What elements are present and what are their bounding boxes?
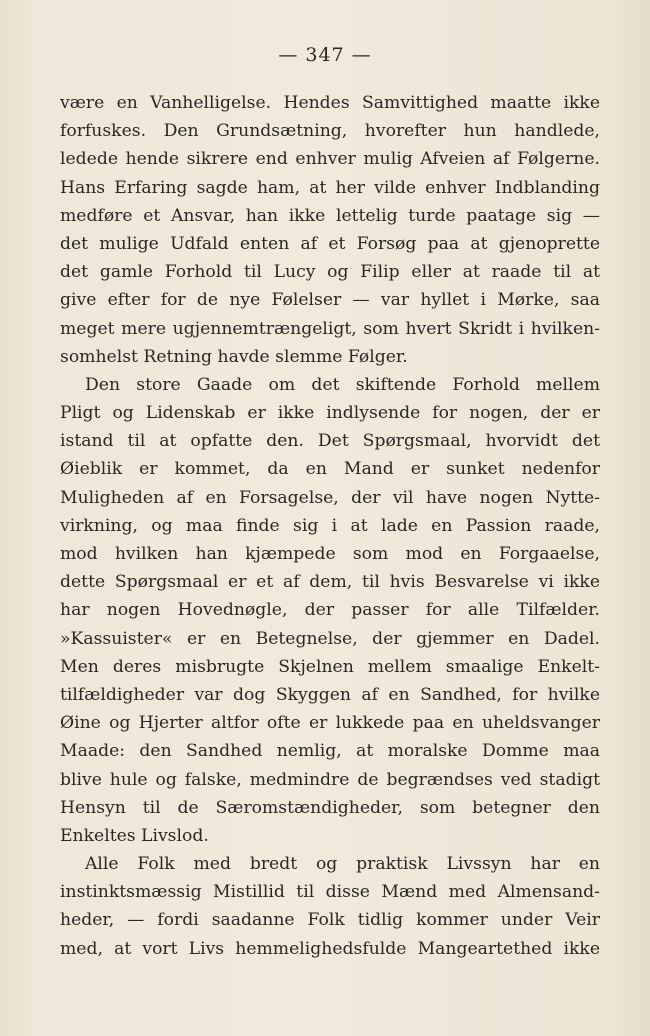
text-line: give efter for de nye Følelser — var hyllet i Mørke, saa — [60, 290, 600, 311]
page-number: — 347 — — [278, 44, 372, 66]
text-line: heder, — fordi saadanne Folk tidlig kommer under Veir — [60, 910, 600, 931]
text-line: somhelst Retning havde slemme Følger. — [60, 346, 408, 367]
body-text — [60, 89, 600, 963]
text-line: Øine og Hjerter altfor ofte er lukkede paa en uheldsvanger — [60, 713, 600, 734]
text-line: instinktsmæssig Mistillid til disse Mænd med Almensand- — [60, 882, 600, 903]
text-line: være en Vanhelligelse. Hendes Samvittighed maatte ikke — [60, 93, 600, 113]
paragraph — [60, 371, 600, 850]
text-line: Hensyn til de Særomstændigheder, som betegner den — [60, 797, 600, 818]
text-line: Maade: den Sandhed nemlig, at moralske Domme maa — [60, 741, 600, 762]
text-line: ledede hende sikrere end enhver mulig Afveien af Følgerne. — [60, 149, 600, 170]
paragraph — [60, 850, 600, 963]
text-line: har nogen Hovednøgle, der passer for alle Tilfælder. — [60, 600, 600, 621]
text-line: Muligheden af en Forsagelse, der vil have nogen Nytte- — [60, 487, 600, 508]
text-line: virkning, og maa finde sig i at lade en Passion raade, — [60, 515, 600, 536]
text-line: Hans Erfaring sagde ham, at her vilde enhver Indblanding — [60, 177, 600, 198]
text-line: Alle Folk med bredt og praktisk Livssyn har en — [85, 854, 600, 875]
text-line: blive hule og falske, medmindre de begrændses ved stadigt — [60, 769, 600, 790]
text-line: Pligt og Lidenskab er ikke indlysende for nogen, der er — [60, 403, 600, 424]
text-line: Øieblik er kommet, da en Mand er sunket nedenfor — [60, 459, 600, 480]
text-line: »Kassuister« er en Betegnelse, der gjemmer en Dadel. — [60, 628, 600, 649]
text-line: medføre et Ansvar, han ikke lettelig turde paatage sig — — [60, 205, 600, 226]
text-line: istand til at opfatte den. Det Spørgsmaal, hvorvidt det — [60, 431, 600, 452]
text-line: Enkeltes Livslod. — [60, 825, 209, 846]
text-line: meget mere ugjennemtrængeligt, som hvert Skridt i hvilken- — [60, 318, 600, 339]
text-line: det mulige Udfald enten af et Forsøg paa at gjenoprette — [60, 233, 600, 254]
text-line: forfuskes. Den Grundsætning, hvorefter hun handlede, — [60, 121, 600, 142]
text-line: Den store Gaade om det skiftende Forhold mellem — [85, 374, 600, 395]
text-line: mod hvilken han kjæmpede som mod en Forgaaelse, — [60, 544, 600, 564]
text-line: tilfældigheder var dog Skyggen af en Sandhed, for hvilke — [60, 684, 600, 705]
text-line: Men deres misbrugte Skjelnen mellem smaalige Enkelt- — [60, 656, 600, 677]
paragraph — [60, 89, 600, 371]
text-line: det gamle Forhold til Lucy og Filip eller at raade til at — [60, 262, 600, 283]
text-line: med, at vort Livs hemmelighedsfulde Mangeartethed ikke — [60, 938, 600, 959]
text-line: dette Spørgsmaal er et af dem, til hvis Besvarelse vi ikke — [60, 572, 600, 593]
